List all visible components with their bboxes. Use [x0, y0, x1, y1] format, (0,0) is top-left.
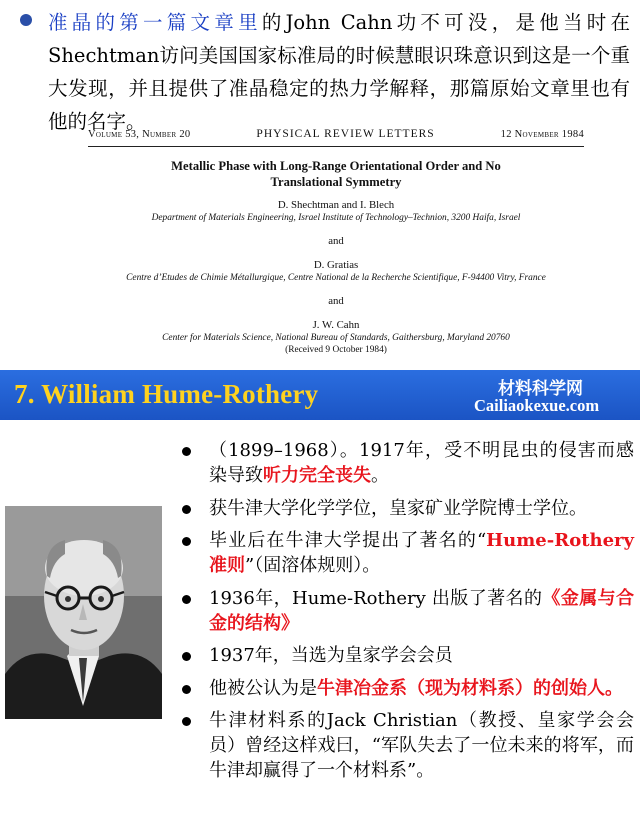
paper-header	[88, 128, 584, 147]
paper-received: (Received 9 October 1984)	[285, 345, 387, 355]
intro-paragraph	[0, 0, 640, 138]
bullet-item: 1936年，Hume-Rothery 出版了著名的《金属与合金的结构》	[176, 586, 634, 636]
bullet-item: 获牛津大学化学学位，皇家矿业学院博士学位。	[176, 496, 634, 521]
intro-highlight: 准晶的第一篇文章里	[48, 11, 262, 34]
intro-text: 的John Cahn功不可没，是他当时在Shechtman访问美国国家标准局的时候慧眼识珠意识到这是一个重大发现，并且提供了准晶稳定的热力学解释，那篇原始文章里也有他的名字。	[48, 11, 630, 133]
paper-authors-3: J. W. Cahn	[312, 319, 360, 331]
paper-volume: Volume 53, Number 20	[88, 129, 191, 140]
bullet-item: 1937年，当选为皇家学会会员	[176, 643, 634, 668]
paper-authors-1: D. Shechtman and I. Blech	[277, 199, 395, 211]
portrait-illustration	[5, 506, 162, 719]
paper-journal: PHYSICAL REVIEW LETTERS	[256, 128, 435, 140]
paper-and-1: and	[328, 235, 344, 247]
paper-title-line1: Metallic Phase with Long-Range Orientational Order and No	[171, 159, 501, 173]
paper-authors-2: D. Gratias	[313, 259, 359, 271]
watermark-cn: 材料科学网	[498, 379, 583, 399]
bullet-item: 牛津材料系的Jack Christian（教授、皇家学会会员）曾经这样戏曰，“军队失去了一位未来的将军，而牛津却赢得了一个材料系”。	[176, 708, 634, 783]
paper-excerpt	[88, 128, 584, 356]
paper-title-line2: Translational Symmetry	[270, 175, 402, 189]
bullet-item: 毕业后在牛津大学提出了著名的“Hume-Rothery准则”（固溶体规则）。	[176, 528, 634, 578]
watermark-en: Cailiaokexue.com	[474, 396, 600, 415]
paper-date: 12 November 1984	[500, 129, 584, 140]
paper-and-2: and	[328, 295, 344, 307]
bullet-item: 他被公认为是牛津冶金系（现为材料系）的创始人。	[176, 676, 634, 701]
bio-bullet-list	[176, 438, 634, 791]
section-banner	[0, 370, 640, 420]
portrait-photo	[5, 506, 162, 719]
section-title: 7. William Hume-Rothery	[14, 379, 319, 409]
paper-affiliation-3: Center for Materials Science, National Bureau of Standards, Gaithersburg, Maryland 20760	[162, 333, 510, 343]
bullet-item: （1899–1968）。1917年，受不明昆虫的侵害而感染导致听力完全丧失。	[176, 438, 634, 488]
paper-affiliation-2: Centre d’Etudes de Chimie Métallurgique, Centre National de la Recherche Scientifique, F-94400 Vitry, France	[126, 273, 546, 283]
bullet-dot-icon	[20, 14, 32, 26]
paper-affiliation-1: Department of Materials Engineering, Israel Institute of Technology–Technion, 3200 Haifa, Israel	[151, 213, 521, 223]
